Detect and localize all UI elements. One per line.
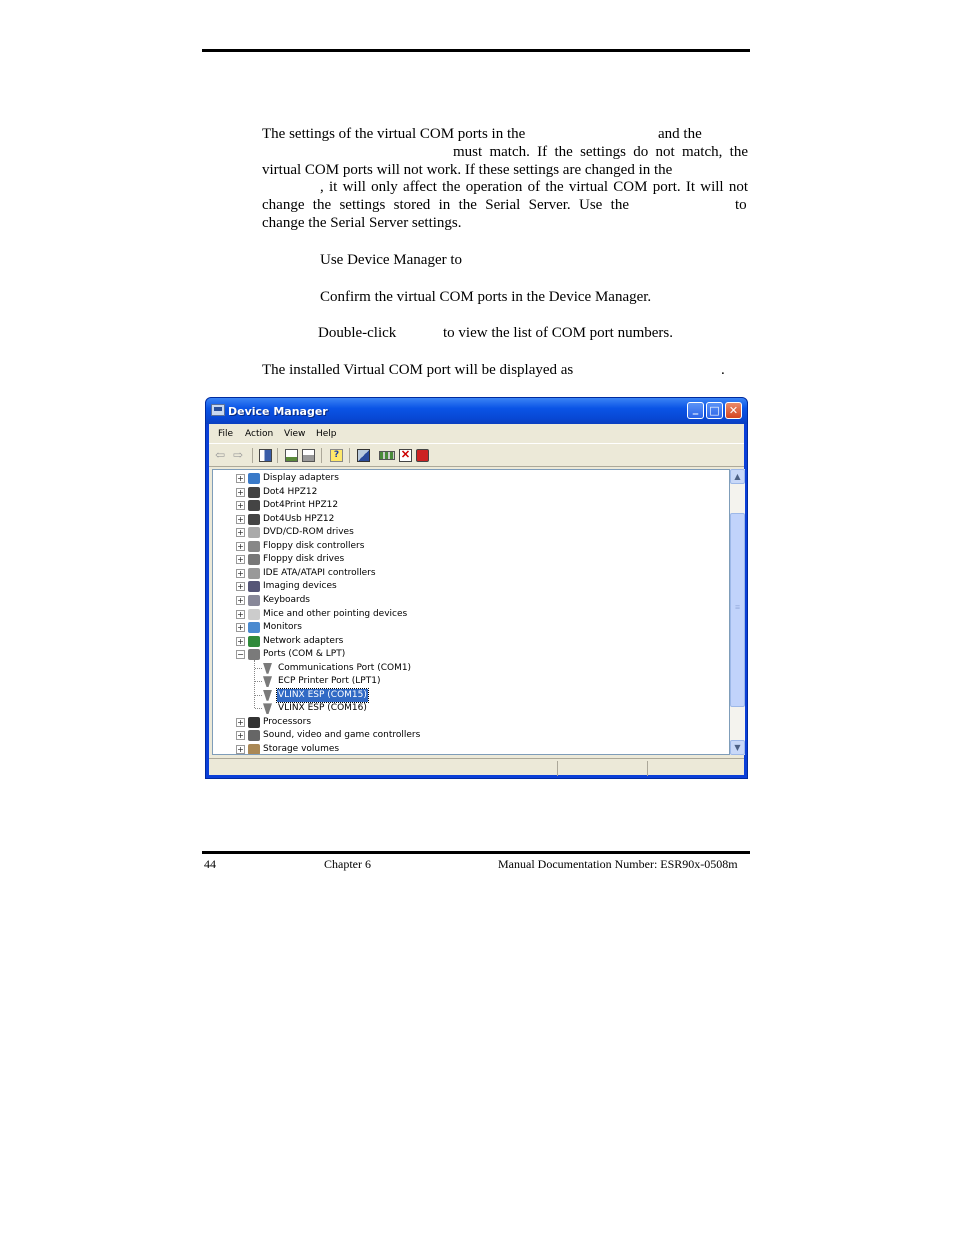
expand-icon[interactable]: + (237, 582, 244, 592)
ports-icon (248, 649, 260, 660)
para-line2: must match. If the settings do not match, the (453, 143, 748, 160)
expand-icon[interactable]: + (237, 528, 244, 538)
header-rule (202, 49, 750, 52)
tree-port-item[interactable] (213, 689, 713, 702)
tree-category-label: Dot4Usb HPZ12 (263, 513, 335, 524)
help-icon[interactable]: ? (330, 449, 343, 462)
scroll-up-button[interactable]: ▲ (730, 469, 745, 484)
tree-category[interactable] (213, 594, 713, 607)
toolbar (209, 444, 744, 467)
tree-category-label: Monitors (263, 622, 302, 633)
minimize-button[interactable]: _ (687, 402, 704, 419)
tree-port-label: Communications Port (COM1) (278, 662, 412, 673)
para-line5-part2: to (735, 197, 747, 214)
step-1-text: Use Device Manager to (320, 252, 463, 268)
tree-category[interactable] (213, 526, 713, 539)
ide-controller-icon (248, 568, 260, 579)
intro-paragraph (262, 126, 748, 233)
properties-icon[interactable] (285, 449, 298, 462)
print-icon[interactable] (302, 449, 315, 462)
vertical-scrollbar[interactable] (730, 469, 745, 755)
tree-category[interactable] (213, 553, 713, 566)
expand-icon[interactable]: + (237, 568, 244, 578)
close-button[interactable]: ✕ (725, 402, 742, 419)
scroll-thumb[interactable] (730, 513, 745, 707)
floppy-controller-icon (248, 541, 260, 552)
page-number: 44 (204, 857, 216, 871)
tree-category[interactable] (213, 621, 713, 634)
port-icon (263, 676, 272, 687)
tree-category[interactable] (213, 729, 713, 742)
camera-icon (248, 581, 260, 592)
para-line5-part1: change the settings stored in the Serial Server. Use the (262, 197, 629, 214)
uninstall-icon[interactable]: ✕ (400, 449, 411, 461)
tree-category[interactable] (213, 608, 713, 621)
tree-category[interactable] (213, 513, 713, 526)
doc-number: Manual Documentation Number: ESR90x-0508m (498, 857, 738, 871)
tree-port-label: VLINX ESP (COM16) (278, 703, 367, 714)
tree-category-label: DVD/CD-ROM drives (263, 527, 354, 538)
tree-connector-line (255, 708, 262, 709)
display-adapter-icon (248, 473, 260, 484)
tree-category-label: IDE ATA/ATAPI controllers (263, 567, 376, 578)
keyboard-icon (248, 595, 260, 606)
network-adapter-icon (248, 636, 260, 647)
tree-category-label: Storage volumes (263, 744, 340, 754)
tree-category[interactable] (213, 486, 713, 499)
step-3-text-part1: Double-click (318, 325, 397, 341)
status-bar (209, 758, 744, 778)
processor-icon (248, 717, 260, 728)
toolbar-separator (321, 448, 322, 463)
tree-category-label: Processors (263, 716, 312, 727)
para-line6: change the Serial Server settings. (262, 214, 462, 231)
installed-port-text: The installed Virtual COM port will be displayed as (262, 362, 574, 378)
tree-category-label: Display adapters (263, 473, 339, 483)
expand-icon[interactable]: + (237, 609, 244, 619)
step-2-text: Confirm the virtual COM ports in the Device Manager. (320, 289, 652, 305)
forward-arrow-icon[interactable]: ⇨ (233, 448, 244, 462)
window-title: Device Manager (228, 405, 328, 418)
update-driver-icon[interactable] (379, 451, 395, 460)
expand-icon[interactable]: + (237, 474, 244, 483)
toolbar-separator (277, 448, 278, 463)
tree-category[interactable] (213, 716, 713, 729)
expand-icon[interactable]: + (237, 623, 244, 633)
expand-icon[interactable]: + (237, 514, 244, 524)
tree-port-item[interactable] (213, 702, 713, 715)
menu-action[interactable]: Action (245, 429, 274, 439)
usb-device-icon (248, 514, 260, 525)
cd-drive-icon (248, 527, 260, 538)
menu-help[interactable]: Help (316, 429, 337, 439)
disable-icon[interactable] (416, 449, 429, 462)
usb-device-icon (248, 487, 260, 498)
usb-device-icon (248, 500, 260, 511)
menu-file[interactable]: File (218, 429, 234, 439)
storage-icon (248, 744, 260, 755)
collapse-icon[interactable]: − (237, 650, 244, 660)
window-client-area (209, 424, 744, 775)
tree-port-item[interactable] (213, 675, 713, 688)
tree-category-label: Keyboards (263, 594, 310, 605)
tree-category[interactable] (213, 648, 713, 661)
expand-icon[interactable]: + (237, 731, 244, 741)
expand-icon[interactable]: + (237, 595, 244, 605)
menu-bar (209, 424, 744, 444)
tree-category-label: Dot4Print HPZ12 (263, 500, 339, 511)
tree-category-label: Floppy disk drives (263, 554, 345, 565)
expand-icon[interactable]: + (237, 717, 244, 727)
tree-category[interactable] (213, 499, 713, 512)
tree-category[interactable] (213, 635, 713, 648)
para-line3: virtual COM ports will not work. If these settings are changed in the (262, 161, 673, 178)
port-icon (263, 663, 272, 674)
tree-category-label: Mice and other pointing devices (263, 608, 408, 619)
tree-port-item[interactable] (213, 662, 713, 675)
monitor-icon (248, 622, 260, 633)
tree-port-label: VLINX ESP (COM15) (278, 689, 367, 700)
expand-icon[interactable]: + (237, 745, 244, 754)
para-line1-part1: The settings of the virtual COM ports in the (262, 126, 526, 142)
toolbar-separator (252, 448, 253, 463)
tree-category-label: Dot4 HPZ12 (263, 486, 318, 497)
installed-port-period: . (721, 362, 725, 378)
toolbar-separator (349, 448, 350, 463)
window-titlebar[interactable] (206, 398, 747, 424)
expand-icon[interactable]: + (237, 541, 244, 551)
tree-category[interactable] (213, 567, 713, 580)
floppy-drive-icon (248, 554, 260, 565)
menu-view[interactable]: View (284, 429, 306, 439)
expand-icon[interactable]: + (237, 636, 244, 646)
tree-connector-line (255, 695, 262, 696)
tree-category[interactable] (213, 472, 713, 485)
back-arrow-icon[interactable]: ⇦ (215, 448, 226, 462)
device-manager-window (205, 397, 748, 779)
tree-connector-line (255, 668, 262, 669)
footer-rule (202, 851, 750, 854)
para-line4: , it will only affect the operation of the virtual COM port. It will not (320, 179, 748, 196)
maximize-button[interactable]: □ (706, 402, 723, 419)
tree-category[interactable] (213, 743, 713, 755)
tree-category-label: Floppy disk controllers (263, 540, 365, 551)
para-line1-part2: and the (658, 126, 702, 142)
tree-connector-line (255, 681, 262, 682)
tree-port-label: ECP Printer Port (LPT1) (278, 676, 381, 687)
device-tree (212, 469, 730, 755)
chapter-label: Chapter 6 (324, 857, 371, 871)
device-manager-icon (211, 404, 225, 416)
mouse-icon (248, 609, 260, 620)
step-3-text-part2: to view the list of COM port numbers. (443, 325, 673, 341)
port-icon (263, 690, 272, 701)
status-bar-divider (557, 761, 558, 776)
tree-category[interactable] (213, 580, 713, 593)
scan-hardware-changes-icon[interactable] (357, 449, 370, 462)
tree-category[interactable] (213, 540, 713, 553)
tree-category-label: Ports (COM & LPT) (263, 649, 346, 660)
tree-category-label: Network adapters (263, 635, 344, 646)
expand-icon[interactable]: + (237, 487, 244, 497)
port-icon (263, 703, 272, 714)
expand-icon[interactable]: + (237, 501, 244, 511)
sound-icon (248, 730, 260, 741)
tree-category-label: Imaging devices (263, 581, 337, 592)
expand-icon[interactable]: + (237, 555, 244, 565)
tree-category-label: Sound, video and game controllers (263, 730, 421, 741)
status-bar-divider (647, 761, 648, 776)
scroll-down-button[interactable]: ▼ (730, 740, 745, 755)
show-hide-console-tree-icon[interactable] (259, 449, 272, 462)
